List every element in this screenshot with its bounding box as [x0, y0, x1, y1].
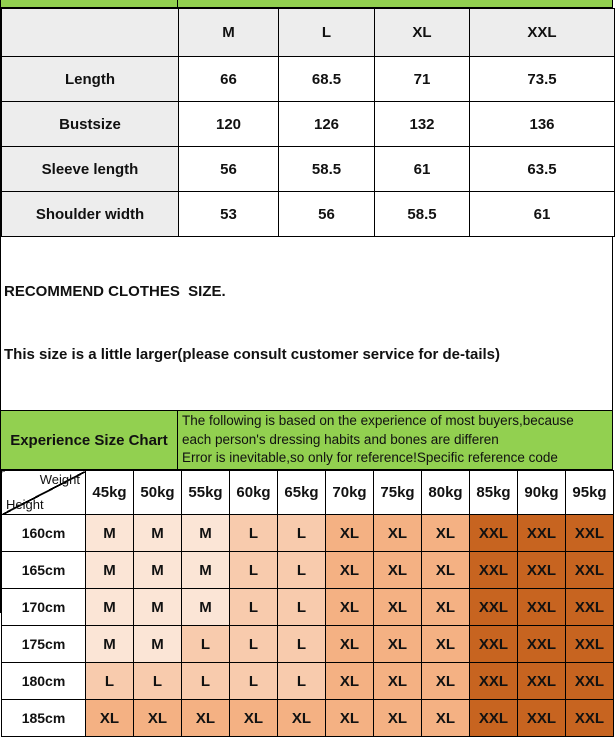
recommended-size-cell: XL	[134, 700, 182, 737]
height-row-header: 160cm	[2, 515, 86, 552]
measurement-label: Sleeve length	[2, 147, 179, 192]
recommended-size-cell: M	[182, 515, 230, 552]
matrix-header-row	[2, 471, 614, 515]
matrix-row	[2, 700, 614, 737]
size-table-header-row	[2, 9, 615, 57]
recommended-size-cell: L	[230, 589, 278, 626]
recommended-size-cell: XL	[422, 663, 470, 700]
matrix-row	[2, 663, 614, 700]
recommend-title: RECOMMEND CLOTHES SIZE.	[4, 283, 226, 300]
measurement-label: Bustsize	[2, 102, 179, 147]
recommended-size-cell: M	[86, 589, 134, 626]
experience-line: The following is based on the experience of most buyers,because	[182, 413, 574, 428]
size-column-header: M	[179, 9, 279, 57]
recommended-size-cell: XL	[374, 663, 422, 700]
recommended-size-cell: XL	[86, 700, 134, 737]
size-column-header: XXL	[470, 9, 615, 57]
recommended-size-cell: L	[182, 626, 230, 663]
measurement-value: 58.5	[375, 192, 470, 237]
recommended-size-cell: XL	[374, 552, 422, 589]
recommended-size-cell: XL	[422, 515, 470, 552]
recommended-size-cell: L	[134, 663, 182, 700]
size-column-header: L	[279, 9, 375, 57]
recommended-size-cell: L	[230, 552, 278, 589]
weight-column-header: 50kg	[134, 471, 182, 515]
recommended-size-cell: XL	[422, 626, 470, 663]
recommended-size-cell: M	[182, 589, 230, 626]
measurement-row	[2, 192, 615, 237]
recommended-size-cell: XXL	[470, 663, 518, 700]
matrix-row	[2, 515, 614, 552]
measurement-value: 132	[375, 102, 470, 147]
green-top-strip	[1, 0, 612, 8]
recommended-size-cell: L	[278, 589, 326, 626]
recommended-size-cell: XXL	[470, 626, 518, 663]
height-row-header: 175cm	[2, 626, 86, 663]
height-row-header: 165cm	[2, 552, 86, 589]
measurement-label: Length	[2, 57, 179, 102]
recommended-size-cell: L	[278, 663, 326, 700]
height-row-header: 185cm	[2, 700, 86, 737]
measurement-value: 68.5	[279, 57, 375, 102]
recommended-size-cell: XXL	[518, 552, 566, 589]
experience-line: each person's dressing habits and bones are differen	[182, 431, 499, 447]
height-row-header: 170cm	[2, 589, 86, 626]
recommended-size-cell: XL	[326, 552, 374, 589]
recommended-size-cell: M	[134, 515, 182, 552]
recommended-size-cell: M	[86, 626, 134, 663]
recommended-size-cell: L	[230, 515, 278, 552]
size-table-body	[2, 57, 615, 237]
recommended-size-cell: XXL	[566, 515, 614, 552]
measurement-value: 56	[179, 147, 279, 192]
recommended-size-cell: XXL	[566, 700, 614, 737]
measurement-value: 71	[375, 57, 470, 102]
matrix-body	[2, 515, 614, 737]
recommended-size-cell: XL	[422, 552, 470, 589]
recommended-size-cell: XXL	[518, 515, 566, 552]
measurement-value: 66	[179, 57, 279, 102]
measurement-value: 61	[375, 147, 470, 192]
experience-line: Error is inevitable,so only for reference!Specific reference code	[182, 450, 558, 465]
weight-column-header: 60kg	[230, 471, 278, 515]
matrix-row	[2, 552, 614, 589]
experience-chart-description	[178, 411, 612, 469]
height-row-header: 180cm	[2, 663, 86, 700]
recommended-size-cell: M	[182, 552, 230, 589]
recommended-size-cell: L	[230, 663, 278, 700]
recommended-size-cell: XXL	[566, 552, 614, 589]
weight-column-header: 90kg	[518, 471, 566, 515]
recommended-size-cell: XXL	[566, 663, 614, 700]
garment-size-table	[1, 8, 615, 237]
measurement-value: 126	[279, 102, 375, 147]
recommended-size-cell: XL	[278, 700, 326, 737]
recommended-size-cell: XXL	[518, 700, 566, 737]
recommended-size-cell: XL	[182, 700, 230, 737]
recommended-size-cell: L	[230, 626, 278, 663]
experience-chart-title: Experience Size Chart	[1, 411, 178, 469]
recommended-size-cell: M	[86, 515, 134, 552]
recommended-size-cell: XL	[422, 700, 470, 737]
recommended-size-cell: XL	[326, 589, 374, 626]
recommended-size-cell: XXL	[470, 589, 518, 626]
recommended-size-cell: XXL	[566, 626, 614, 663]
recommended-size-cell: XXL	[470, 552, 518, 589]
measurement-value: 61	[470, 192, 615, 237]
weight-column-header: 75kg	[374, 471, 422, 515]
recommend-note	[1, 237, 612, 411]
recommended-size-cell: XL	[374, 626, 422, 663]
recommended-size-cell: XL	[422, 589, 470, 626]
recommended-size-cell: XXL	[518, 663, 566, 700]
measurement-value: 136	[470, 102, 615, 147]
recommended-size-cell: XL	[374, 515, 422, 552]
recommended-size-cell: M	[86, 552, 134, 589]
recommended-size-cell: XL	[326, 626, 374, 663]
recommended-size-cell: XL	[326, 700, 374, 737]
corner-height-label: Height	[6, 497, 44, 512]
measurement-value: 58.5	[279, 147, 375, 192]
measurement-row	[2, 102, 615, 147]
size-column-header: XL	[375, 9, 470, 57]
measurement-value: 120	[179, 102, 279, 147]
recommend-detail: This size is a little larger(please consult customer service for de-tails)	[4, 346, 501, 363]
recommended-size-cell: L	[278, 626, 326, 663]
weight-column-header: 95kg	[566, 471, 614, 515]
weight-column-header: 45kg	[86, 471, 134, 515]
recommended-size-cell: XL	[326, 515, 374, 552]
recommended-size-cell: M	[134, 552, 182, 589]
recommended-size-cell: M	[134, 626, 182, 663]
height-weight-size-matrix	[1, 470, 614, 737]
measurement-value: 56	[279, 192, 375, 237]
measurement-row	[2, 57, 615, 102]
recommended-size-cell: XL	[374, 589, 422, 626]
matrix-row	[2, 626, 614, 663]
weight-column-header: 65kg	[278, 471, 326, 515]
measurement-row	[2, 147, 615, 192]
weight-column-header: 55kg	[182, 471, 230, 515]
recommended-size-cell: L	[182, 663, 230, 700]
experience-size-chart-band	[1, 411, 612, 470]
recommended-size-cell: XXL	[566, 589, 614, 626]
recommended-size-cell: XXL	[470, 700, 518, 737]
measurement-value: 63.5	[470, 147, 615, 192]
measurement-value: 73.5	[470, 57, 615, 102]
measurement-label: Shoulder width	[2, 192, 179, 237]
recommended-size-cell: XL	[230, 700, 278, 737]
recommended-size-cell: XXL	[470, 515, 518, 552]
size-table-blank-corner	[2, 9, 179, 57]
weight-column-header: 85kg	[470, 471, 518, 515]
top-strip-divider	[177, 0, 178, 7]
measurement-value: 53	[179, 192, 279, 237]
recommended-size-cell: XXL	[518, 589, 566, 626]
matrix-row	[2, 589, 614, 626]
recommended-size-cell: XL	[326, 663, 374, 700]
corner-weight-label: Weight	[39, 472, 80, 487]
weight-column-header: 80kg	[422, 471, 470, 515]
matrix-corner-cell	[2, 471, 86, 515]
recommended-size-cell: XXL	[518, 626, 566, 663]
recommended-size-cell: M	[134, 589, 182, 626]
recommended-size-cell: L	[86, 663, 134, 700]
recommended-size-cell: L	[278, 515, 326, 552]
recommended-size-cell: L	[278, 552, 326, 589]
weight-column-header: 70kg	[326, 471, 374, 515]
recommended-size-cell: XL	[374, 700, 422, 737]
